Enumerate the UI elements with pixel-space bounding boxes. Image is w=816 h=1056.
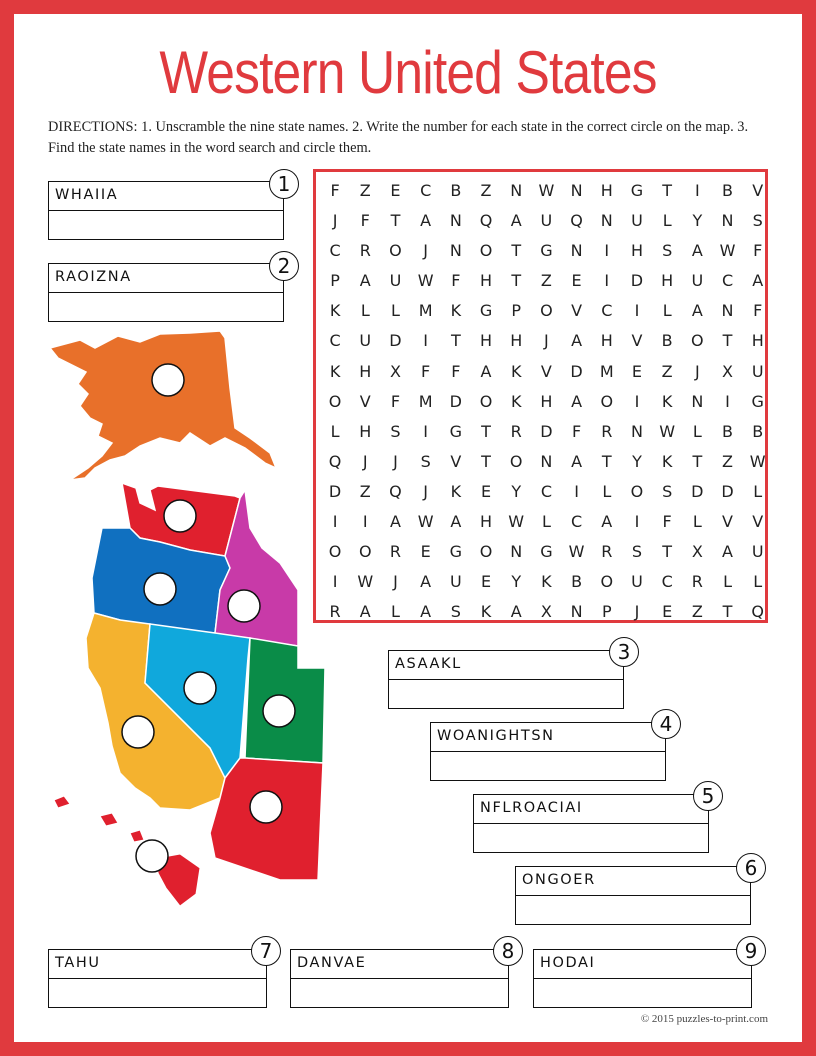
grid-letter[interactable]: W <box>719 241 736 261</box>
grid-letter[interactable]: U <box>389 271 402 291</box>
grid-letter[interactable]: T <box>511 241 522 261</box>
grid-letter[interactable]: E <box>662 602 673 622</box>
grid-letter[interactable]: X <box>691 542 703 562</box>
scrambled-word: HODAI <box>540 955 596 971</box>
grid-letter[interactable]: U <box>751 361 764 381</box>
grid-letter[interactable]: W <box>417 271 434 291</box>
grid-letter[interactable]: O <box>479 241 493 261</box>
scramble-box-3 <box>388 650 624 709</box>
grid-letter[interactable]: Z <box>661 361 673 381</box>
grid-letter[interactable]: F <box>753 241 763 261</box>
grid-letter[interactable]: V <box>631 331 643 351</box>
grid-letter[interactable]: Y <box>632 451 642 471</box>
grid-letter[interactable]: P <box>330 271 340 291</box>
grid-letter[interactable]: B <box>450 181 462 200</box>
grid-letter[interactable]: D <box>389 331 402 351</box>
grid-letter[interactable]: R <box>601 421 613 441</box>
grid-letter[interactable]: O <box>328 391 342 411</box>
grid-letter[interactable]: W <box>659 421 676 441</box>
grid-letter[interactable]: R <box>359 241 371 261</box>
grid-letter[interactable]: U <box>359 331 372 351</box>
grid-letter[interactable]: V <box>722 512 733 532</box>
scrambled-word: WHAIIA <box>55 187 119 203</box>
grid-letter[interactable]: Y <box>692 211 703 231</box>
grid-letter[interactable]: C <box>420 181 432 200</box>
grid-letter[interactable]: J <box>634 602 640 622</box>
grid-letter[interactable]: L <box>753 572 763 592</box>
grid-letter[interactable]: Q <box>389 481 402 501</box>
grid-letter[interactable]: B <box>752 421 764 441</box>
grid-letter[interactable]: M <box>599 361 614 381</box>
grid-letter[interactable]: S <box>752 211 763 231</box>
grid-letter[interactable]: G <box>479 301 493 321</box>
grid-letter[interactable]: P <box>601 602 612 622</box>
grid-letter[interactable]: J <box>544 331 549 351</box>
grid-letter[interactable]: A <box>420 211 432 231</box>
grid-letter[interactable]: C <box>540 481 552 501</box>
grid-letter[interactable]: H <box>630 241 643 261</box>
grid-letter[interactable]: L <box>330 421 340 441</box>
grid-letter[interactable]: X <box>540 602 552 622</box>
grid-letter[interactable]: H <box>661 271 674 291</box>
grid-letter[interactable]: K <box>510 361 522 381</box>
scramble-box-1 <box>48 181 284 240</box>
grid-letter[interactable]: T <box>481 451 491 471</box>
grid-letter[interactable]: O <box>630 481 644 501</box>
map-circle-california[interactable] <box>122 716 154 748</box>
directions-text: DIRECTIONS: 1. Unscramble the nine state names. 2. Write the number for each state in the correct circle on the map. 3. Find the state names in the word search and circle them. <box>48 119 749 156</box>
answer-field[interactable] <box>432 754 664 779</box>
grid-letter[interactable]: H <box>480 271 493 291</box>
scrambled-word: RAOIZNA <box>55 269 132 285</box>
answer-field[interactable] <box>50 213 282 238</box>
grid-letter[interactable]: B <box>571 572 583 592</box>
grid-letter[interactable]: V <box>571 301 583 321</box>
scramble-box-2 <box>48 263 284 322</box>
grid-letter[interactable]: J <box>393 572 398 592</box>
grid-letter[interactable]: H <box>480 512 493 532</box>
grid-letter[interactable]: L <box>391 301 400 321</box>
grid-letter[interactable]: I <box>634 391 640 411</box>
grid-letter[interactable]: L <box>662 211 672 231</box>
number-circle: 8 <box>493 936 523 966</box>
grid-letter[interactable]: O <box>479 542 493 562</box>
grid-letter[interactable]: I <box>634 512 640 532</box>
number-circle: 2 <box>269 251 299 281</box>
grid-letter[interactable]: L <box>692 421 702 441</box>
answer-field[interactable] <box>50 295 282 320</box>
grid-letter[interactable]: K <box>329 361 341 381</box>
grid-letter[interactable]: D <box>449 391 462 411</box>
grid-letter[interactable]: G <box>449 421 463 441</box>
grid-letter[interactable]: D <box>721 481 734 501</box>
grid-letter[interactable]: W <box>417 512 434 532</box>
map-circle-alaska[interactable] <box>152 364 184 396</box>
grid-letter[interactable]: K <box>480 602 492 622</box>
grid-letter[interactable]: Q <box>570 211 583 231</box>
grid-letter[interactable]: I <box>694 181 700 200</box>
map-circle-nevada[interactable] <box>184 672 216 704</box>
grid-letter[interactable]: X <box>722 361 734 381</box>
grid-letter[interactable]: N <box>510 542 523 562</box>
grid-letter[interactable]: G <box>751 391 764 411</box>
grid-letter[interactable]: I <box>604 271 610 291</box>
scramble-box-5 <box>473 794 709 853</box>
grid-letter[interactable]: T <box>450 331 461 351</box>
grid-letter[interactable]: L <box>602 481 612 501</box>
number-circle: 6 <box>736 853 766 883</box>
grid-letter[interactable]: K <box>510 391 522 411</box>
grid-letter[interactable]: A <box>601 512 613 532</box>
grid-letter[interactable]: N <box>570 181 583 200</box>
map-circle-utah[interactable] <box>263 695 295 727</box>
grid-letter[interactable]: S <box>390 421 401 441</box>
grid-letter[interactable]: N <box>691 391 704 411</box>
number-circle: 9 <box>736 936 766 966</box>
grid-letter[interactable]: F <box>421 361 431 381</box>
grid-letter[interactable]: A <box>691 241 703 261</box>
grid-letter[interactable]: U <box>751 542 764 562</box>
grid-letter[interactable]: Q <box>479 211 493 231</box>
grid-letter[interactable]: C <box>329 331 341 351</box>
scrambled-word: TAHU <box>55 955 101 971</box>
grid-letter[interactable]: X <box>389 361 401 381</box>
grid-letter[interactable]: H <box>359 421 372 441</box>
grid-letter[interactable]: L <box>723 572 732 592</box>
grid-letter[interactable]: L <box>360 301 370 321</box>
grid-letter[interactable]: L <box>541 512 551 532</box>
grid-letter[interactable]: A <box>480 361 492 381</box>
grid-letter[interactable]: T <box>481 421 491 441</box>
grid-letter[interactable]: N <box>540 451 553 471</box>
number-circle: 7 <box>251 936 281 966</box>
grid-letter[interactable]: Z <box>359 481 371 501</box>
grid-letter[interactable]: D <box>691 481 704 501</box>
grid-letter[interactable]: F <box>753 301 763 321</box>
grid-letter[interactable]: A <box>420 602 432 622</box>
map-circle-washington[interactable] <box>164 500 196 532</box>
scramble-box-9 <box>533 949 752 1008</box>
grid-letter[interactable]: L <box>692 512 702 532</box>
grid-letter[interactable]: T <box>511 271 522 291</box>
number-circle: 1 <box>269 169 299 199</box>
grid-letter[interactable]: J <box>423 241 429 261</box>
grid-letter[interactable]: S <box>662 241 673 261</box>
grid-letter[interactable]: L <box>662 301 672 321</box>
grid-letter[interactable]: L <box>753 481 763 501</box>
grid-letter[interactable]: D <box>540 421 553 441</box>
grid-letter[interactable]: D <box>630 271 644 291</box>
grid-letter[interactable]: M <box>418 391 433 411</box>
grid-letter[interactable]: Z <box>480 181 492 200</box>
grid-letter[interactable]: A <box>420 572 432 592</box>
grid-letter[interactable]: E <box>420 542 431 562</box>
grid-letter[interactable]: L <box>391 602 400 622</box>
grid-letter[interactable]: M <box>418 301 433 321</box>
grid-letter[interactable]: O <box>328 542 342 562</box>
hawaii-region <box>54 796 200 906</box>
grid-letter[interactable]: I <box>604 241 610 261</box>
grid-letter[interactable]: S <box>631 542 643 562</box>
grid-letter[interactable]: I <box>634 301 640 321</box>
grid-letter[interactable]: I <box>362 512 368 532</box>
scramble-box-4 <box>430 722 666 781</box>
grid-letter[interactable]: H <box>480 331 493 351</box>
grid-letter[interactable]: I <box>574 481 579 501</box>
grid-letter[interactable]: F <box>330 181 340 200</box>
grid-letter[interactable]: W <box>357 572 374 592</box>
grid-letter[interactable]: F <box>360 211 370 231</box>
grid-letter[interactable]: S <box>662 481 673 501</box>
grid-letter[interactable]: W <box>568 542 585 562</box>
grid-letter[interactable]: A <box>571 451 583 471</box>
grid-letter[interactable]: R <box>389 542 402 562</box>
alaska-region <box>50 331 276 480</box>
map-circle-hawaii[interactable] <box>136 840 168 872</box>
grid-letter[interactable]: T <box>722 331 733 351</box>
grid-letter[interactable]: A <box>571 391 583 411</box>
grid-letter[interactable]: E <box>390 181 401 200</box>
number-circle: 4 <box>651 709 681 739</box>
grid-letter[interactable]: F <box>390 391 401 411</box>
grid-letter[interactable]: F <box>662 512 672 532</box>
scrambled-word: NFLROACIAI <box>480 800 583 816</box>
grid-letter[interactable]: F <box>451 361 461 381</box>
grid-letter[interactable]: O <box>600 391 614 411</box>
answer-field[interactable] <box>50 981 265 1006</box>
scramble-box-6 <box>515 866 751 925</box>
grid-letter[interactable]: J <box>423 481 429 501</box>
grid-letter[interactable]: K <box>661 391 673 411</box>
grid-letter[interactable]: Y <box>511 572 522 592</box>
grid-letter[interactable]: G <box>630 181 644 200</box>
grid-letter[interactable]: C <box>571 512 583 532</box>
grid-letter[interactable]: V <box>752 512 764 532</box>
grid-letter[interactable]: O <box>509 451 523 471</box>
grid-letter[interactable]: C <box>601 301 613 321</box>
grid-letter[interactable]: I <box>332 512 338 532</box>
scramble-box-8 <box>290 949 509 1008</box>
grid-letter[interactable]: O <box>479 391 493 411</box>
grid-letter[interactable]: J <box>332 211 338 231</box>
grid-letter[interactable]: S <box>450 602 461 622</box>
grid-letter[interactable]: A <box>722 542 733 562</box>
grid-letter[interactable]: B <box>661 331 673 351</box>
map-circle-arizona[interactable] <box>250 791 282 823</box>
grid-letter[interactable]: V <box>752 181 764 200</box>
copyright-text: © 2015 puzzles-to-print.com <box>640 1013 768 1025</box>
grid-letter[interactable]: E <box>480 481 492 501</box>
answer-field[interactable] <box>390 682 622 707</box>
word-search-grid <box>313 169 768 623</box>
grid-letter[interactable]: T <box>662 542 673 562</box>
scrambled-word: WOANIGHTSN <box>437 728 555 744</box>
grid-letter[interactable]: N <box>570 602 583 622</box>
western-states-map <box>40 328 330 913</box>
grid-letter[interactable]: N <box>510 181 523 200</box>
grid-letter[interactable]: T <box>722 602 733 622</box>
grid-letter[interactable]: I <box>332 572 338 592</box>
grid-letter[interactable]: H <box>359 361 372 381</box>
grid-letter[interactable]: N <box>449 241 462 261</box>
grid-letter[interactable]: N <box>600 211 613 231</box>
grid-letter[interactable]: C <box>329 241 341 261</box>
answer-field[interactable] <box>535 981 750 1006</box>
grid-letter[interactable]: H <box>600 181 613 200</box>
grid-letter[interactable]: E <box>480 572 492 592</box>
grid-letter[interactable]: Q <box>751 602 765 622</box>
grid-letter[interactable]: N <box>721 211 734 231</box>
grid-letter[interactable]: U <box>631 572 643 592</box>
answer-field[interactable] <box>475 826 707 851</box>
grid-letter[interactable]: Y <box>511 481 522 501</box>
grid-letter[interactable]: O <box>358 542 372 562</box>
grid-letter[interactable]: G <box>449 542 463 562</box>
grid-letter[interactable]: J <box>362 451 368 471</box>
grid-letter[interactable]: H <box>751 331 764 351</box>
grid-letter[interactable]: O <box>540 301 553 321</box>
grid-letter[interactable]: R <box>601 542 613 562</box>
grid-letter[interactable]: V <box>359 391 371 411</box>
grid-letter[interactable]: S <box>420 451 431 471</box>
grid-letter[interactable]: W <box>749 451 766 471</box>
grid-letter[interactable]: N <box>449 211 462 231</box>
grid-letter[interactable]: J <box>393 451 398 471</box>
answer-field[interactable] <box>517 898 749 923</box>
grid-letter[interactable]: A <box>510 602 522 622</box>
grid-letter[interactable]: I <box>423 421 429 441</box>
grid-letter[interactable]: Z <box>540 271 552 291</box>
page-title: Western United States <box>159 39 657 106</box>
grid-letter[interactable]: K <box>329 301 341 321</box>
grid-letter[interactable]: R <box>329 602 341 622</box>
grid-letter[interactable]: N <box>570 241 583 261</box>
grid-letter[interactable]: H <box>510 331 523 351</box>
grid-letter[interactable]: N <box>721 301 734 321</box>
scrambled-word: ASAAKL <box>395 656 462 672</box>
grid-letter[interactable]: O <box>691 331 704 351</box>
grid-letter[interactable]: A <box>510 211 522 231</box>
grid-letter[interactable]: U <box>449 572 462 592</box>
grid-letter[interactable]: R <box>691 572 703 592</box>
grid-letter[interactable]: G <box>540 241 553 261</box>
grid-letter[interactable]: A <box>450 512 462 532</box>
grid-letter[interactable]: A <box>389 512 401 532</box>
grid-letter[interactable]: Z <box>722 451 734 471</box>
grid-letter[interactable]: C <box>721 271 734 291</box>
grid-letter[interactable]: T <box>662 181 673 200</box>
grid-letter[interactable]: A <box>359 271 371 291</box>
grid-letter[interactable]: F <box>451 271 461 291</box>
grid-letter[interactable]: Z <box>691 602 703 622</box>
grid-letter[interactable]: T <box>601 451 612 471</box>
grid-letter[interactable]: K <box>450 481 462 501</box>
grid-letter[interactable]: A <box>359 602 371 622</box>
grid-letter[interactable]: O <box>600 572 614 592</box>
grid-letter[interactable]: G <box>540 542 553 562</box>
grid-letter[interactable]: W <box>538 181 555 200</box>
grid-letter[interactable]: B <box>722 421 734 441</box>
grid-letter[interactable]: U <box>540 211 553 231</box>
grid-letter[interactable]: E <box>631 361 643 381</box>
grid-letter[interactable]: Q <box>328 451 342 471</box>
scrambled-word: DANVAE <box>297 955 367 971</box>
grid-letter[interactable]: F <box>571 421 582 441</box>
grid-letter[interactable]: P <box>511 301 522 321</box>
scrambled-word: ONGOER <box>522 872 596 888</box>
grid-letter[interactable]: I <box>725 391 730 411</box>
grid-letter[interactable]: T <box>692 451 703 471</box>
answer-field[interactable] <box>292 981 507 1006</box>
grid-letter[interactable]: U <box>631 211 643 231</box>
grid-letter[interactable]: A <box>752 271 764 291</box>
grid-letter[interactable]: V <box>450 451 462 471</box>
letter-grid <box>320 176 773 627</box>
grid-letter[interactable]: W <box>508 512 525 532</box>
grid-letter[interactable]: B <box>722 181 734 200</box>
grid-letter[interactable]: T <box>390 211 401 231</box>
grid-letter[interactable]: H <box>600 331 613 351</box>
grid-letter[interactable]: O <box>389 241 402 261</box>
grid-letter[interactable]: Z <box>359 181 371 200</box>
grid-letter[interactable]: I <box>423 331 429 351</box>
grid-letter[interactable]: A <box>691 301 703 321</box>
grid-letter[interactable]: D <box>328 481 342 501</box>
grid-letter[interactable]: C <box>661 572 673 592</box>
map-circle-idaho[interactable] <box>228 590 260 622</box>
grid-letter[interactable]: J <box>694 361 700 381</box>
grid-letter[interactable]: R <box>510 421 522 441</box>
grid-letter[interactable]: E <box>571 271 582 291</box>
grid-letter[interactable]: K <box>541 572 552 592</box>
grid-letter[interactable]: K <box>450 301 462 321</box>
number-circle: 3 <box>609 637 639 667</box>
number-circle: 5 <box>693 781 723 811</box>
grid-letter[interactable]: A <box>571 331 583 351</box>
scramble-box-7 <box>48 949 267 1008</box>
grid-letter[interactable]: K <box>661 451 673 471</box>
grid-letter[interactable]: V <box>540 361 552 381</box>
grid-letter[interactable]: D <box>570 361 583 381</box>
map-circle-oregon[interactable] <box>144 573 176 605</box>
grid-letter[interactable]: H <box>540 391 553 411</box>
grid-letter[interactable]: U <box>691 271 704 291</box>
grid-letter[interactable]: N <box>630 421 643 441</box>
